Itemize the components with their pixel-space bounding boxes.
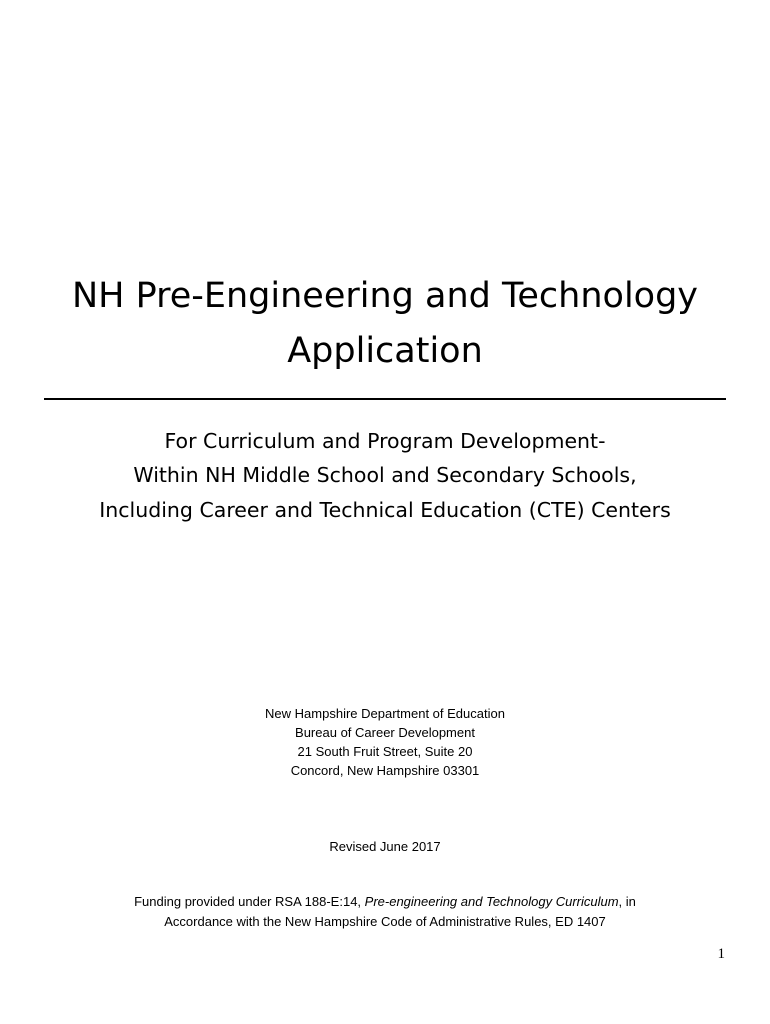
funding-statement-line-2: Accordance with the New Hampshire Code of Administrative Rules, ED 1407 [164,914,606,929]
address-street: 21 South Fruit Street, Suite 20 [297,744,473,759]
subtitle-line-1: For Curriculum and Program Development- [164,429,606,453]
address-bureau: Bureau of Career Development [295,725,475,740]
funding-curriculum-name: Pre-engineering and Technology Curriculum [364,894,619,909]
revision-date: Revised June 2017 [329,839,441,854]
document-title-line-2: Application [287,331,483,371]
subtitle-line-3: Including Career and Technical Education (CTE) Centers [99,498,671,522]
document-title-line-1: NH Pre-Engineering and Technology [71,276,699,316]
funding-suffix: , in [618,894,636,909]
funding-prefix: Funding provided under RSA 188-E:14, [134,894,365,909]
title-divider [44,398,726,400]
address-department: New Hampshire Department of Education [265,706,505,721]
address-city: Concord, New Hampshire 03301 [290,763,480,778]
funding-statement-line-1 [0,892,770,912]
page-number: 1 [717,946,725,962]
subtitle-line-2: Within NH Middle School and Secondary Schools, [133,463,637,487]
